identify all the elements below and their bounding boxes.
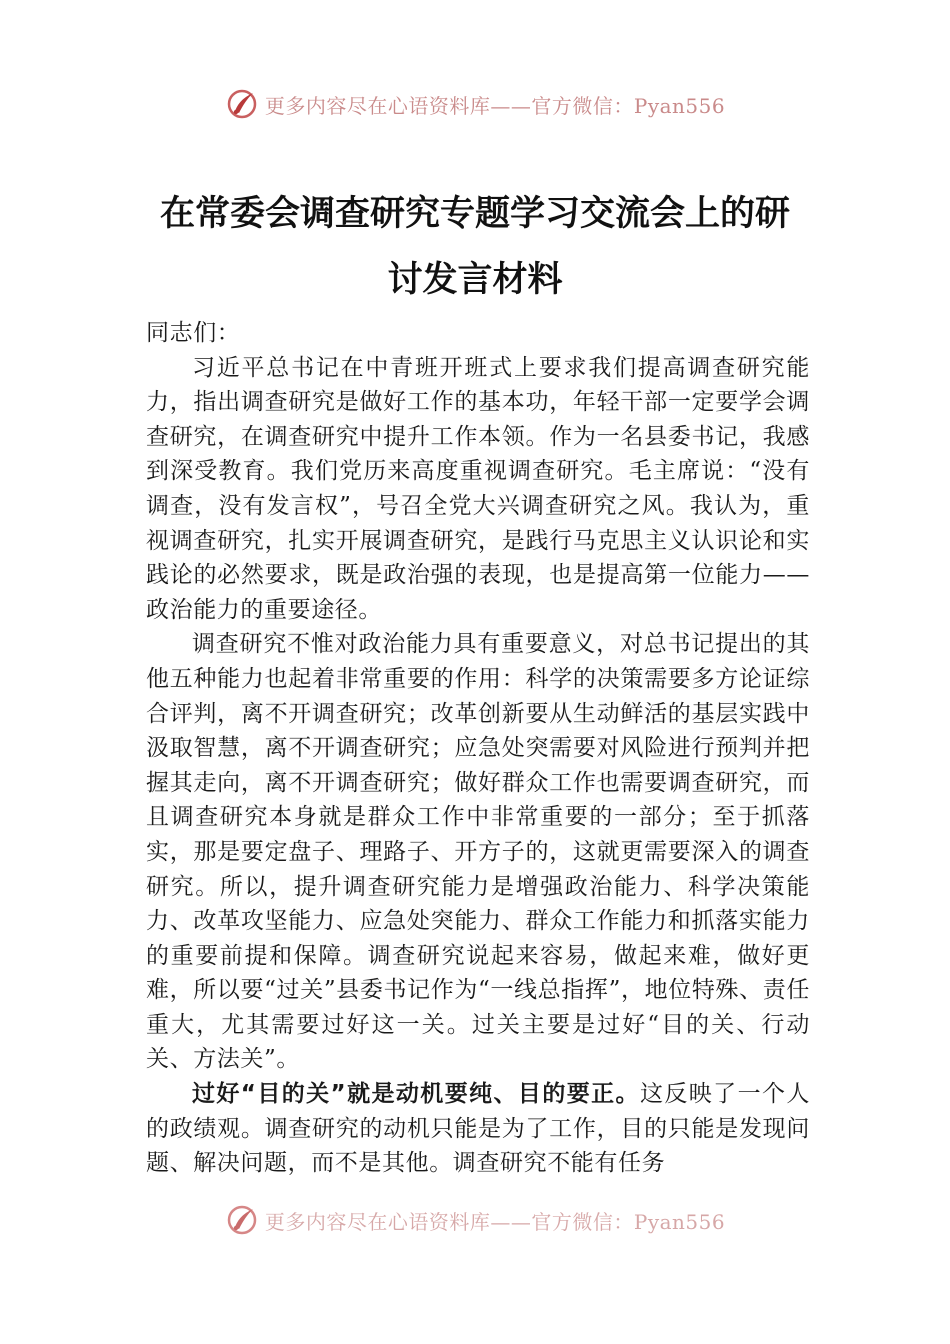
watermark-header: [0, 84, 950, 124]
paragraph-3-text: 这反映了一个人的政绩观。调查研究的动机只能是为了工作，目的只能是发现问题、解决问题，而不是其他。调查研究不能有任务: [146, 1081, 810, 1177]
paragraph-3: [146, 1077, 810, 1181]
brush-logo-icon: [225, 87, 259, 121]
watermark-text-footer: 更多内容尽在心语资料库——官方微信：Pyan556: [264, 1209, 726, 1234]
watermark-footer: [0, 1203, 950, 1237]
paragraph-2: 调查研究不惟对政治能力具有重要意义，对总书记提出的其他五种能力也起着非常重要的作用：科学的决策需要多方论证综合评判，离不开调查研究；改革创新要从生动鲜活的基层实践中汲取智慧，离不开调查研究；应急处突需要对风险进行预判并把握其走向，离不开调查研究；做好群众工作也需要调查研究，而且调查研究本身就是群众工作中非常重要的一部分；至于抓落实，那是要定盘子、理路子、开方子的，这就更需要深入的调查研究。所以，提升调查研究能力是增强政治能力、科学决策能力、改革攻坚能力、应急处突能力、群众工作能力和抓落实能力的重要前提和保障。调查研究说起来容易，做起来难，做好更难，所以要“过关”县委书记作为“一线总指挥”，地位特殊、责任重大，尤其需要过好这一关。过关主要是过好“目的关、行动关、方法关”。: [146, 631, 810, 1073]
brush-logo-icon: [225, 1203, 259, 1237]
document-body: [146, 316, 810, 1181]
watermark-text: 更多内容尽在心语资料库——官方微信：Pyan556: [264, 93, 726, 118]
salutation: 同志们：: [146, 320, 241, 346]
document-title-line1: 在常委会调查研究专题学习交流会上的研: [159, 194, 790, 234]
paragraph-1: 习近平总书记在中青班开班式上要求我们提高调查研究能力，指出调查研究是做好工作的基本功，年轻干部一定要学会调查研究，在调查研究中提升工作本领。作为一名县委书记，我感到深受教育。我们党历来高度重视调查研究。毛主席说：“没有调查，没有发言权”，号召全党大兴调查研究之风。我认为，重视调查研究，扎实开展调查研究，是践行马克思主义认识论和实践论的必然要求，既是政治强的表现，也是提高第一位能力——政治能力的重要途径。: [146, 354, 810, 623]
document-title-line2: 讨发言材料: [387, 260, 563, 300]
paragraph-3-lead: 过好“目的关”就是动机要纯、目的要正。: [192, 1081, 640, 1108]
